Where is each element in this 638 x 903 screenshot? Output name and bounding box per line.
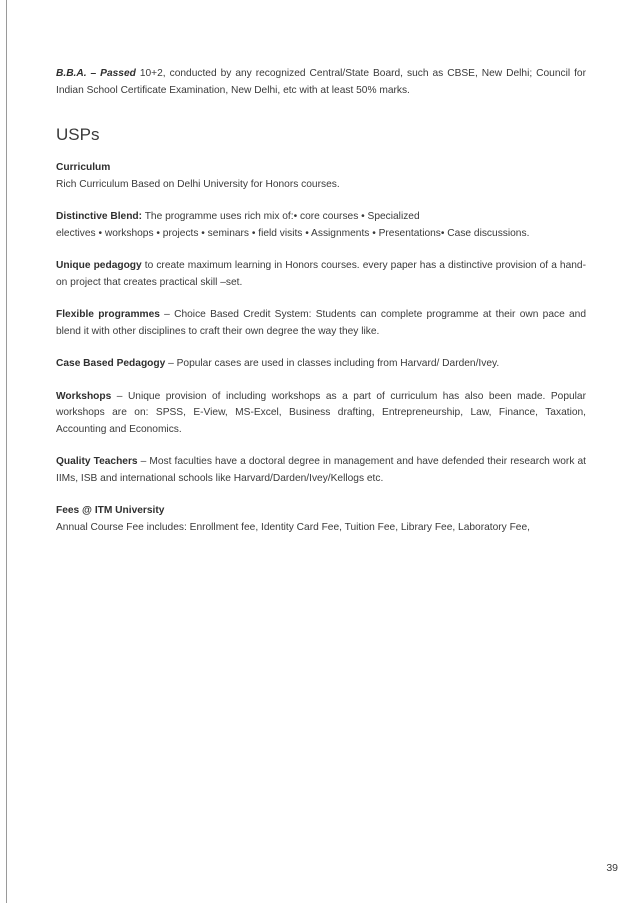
workshops-label: Workshops — [56, 390, 112, 402]
fees-heading — [56, 503, 586, 520]
distinctive-blend-text-line2: electives • workshops • projects • seminars • field visits • Assignments • Presentations• Case discussions. — [56, 227, 530, 239]
flexible-programmes-label: Flexible programmes — [56, 309, 160, 320]
unique-pedagogy-paragraph — [56, 258, 586, 291]
document-body — [56, 66, 586, 536]
unique-pedagogy-text: to create maximum learning in Honors courses. every paper has a distinctive provision of a hand-on project that creates practical skill –set. — [56, 260, 586, 288]
unique-pedagogy-label: Unique pedagogy — [56, 260, 142, 271]
bba-text: 10+2, conducted by any recognized Central/State Board, such as CBSE, New Delhi; Council for Indian School Certificate Examination, New Delhi, etc with at least 50% marks. — [56, 68, 586, 96]
flexible-programmes-paragraph — [56, 307, 586, 340]
case-based-pedagogy-text: – Popular cases are used in classes including from Harvard/ Darden/Ivey. — [165, 358, 500, 369]
workshops-text: – Unique provision of including workshops as a part of curriculum has also been made. Popular workshops are on: SPSS, E-View, MS-Excel, Business drafting, Entrepreneurship, Law, Finance, Taxation, Accounting and Economics. — [56, 390, 586, 435]
bba-eligibility-paragraph — [56, 66, 586, 99]
quality-teachers-label: Quality Teachers — [56, 456, 138, 467]
case-based-pedagogy-paragraph — [56, 356, 586, 373]
distinctive-blend-paragraph — [56, 209, 586, 226]
fees-text: Annual Course Fee includes: Enrollment fee, Identity Card Fee, Tuition Fee, Library Fee, Laboratory Fee, — [56, 521, 530, 533]
page-left-border — [6, 0, 7, 903]
workshops-paragraph — [56, 389, 586, 439]
curriculum-text: Rich Curriculum Based on Delhi University for Honors courses. — [56, 178, 340, 190]
bba-label: B.B.A. – Passed — [56, 68, 136, 79]
usps-heading: USPs — [56, 125, 100, 144]
fees-label: Fees @ ITM University — [56, 505, 165, 516]
case-based-pedagogy-label: Case Based Pedagogy — [56, 358, 166, 369]
curriculum-label: Curriculum — [56, 162, 111, 173]
page-number: 39 — [606, 862, 618, 874]
flexible-programmes-text: – Choice Based Credit System: Students can complete programme at their own pace and blend it with other disciplines to craft their own degree the way they like. — [56, 309, 587, 337]
curriculum-heading — [56, 160, 586, 177]
distinctive-blend-text-line1: The programme uses rich mix of:• core courses • Specialized — [142, 211, 420, 222]
quality-teachers-paragraph — [56, 454, 586, 487]
distinctive-blend-label: Distinctive Blend: — [56, 211, 143, 222]
quality-teachers-text: – Most faculties have a doctoral degree in management and have defended their research work at IIMs, ISB and international schools like Harvard/Darden/Ivey/Kellogs etc. — [56, 456, 586, 484]
